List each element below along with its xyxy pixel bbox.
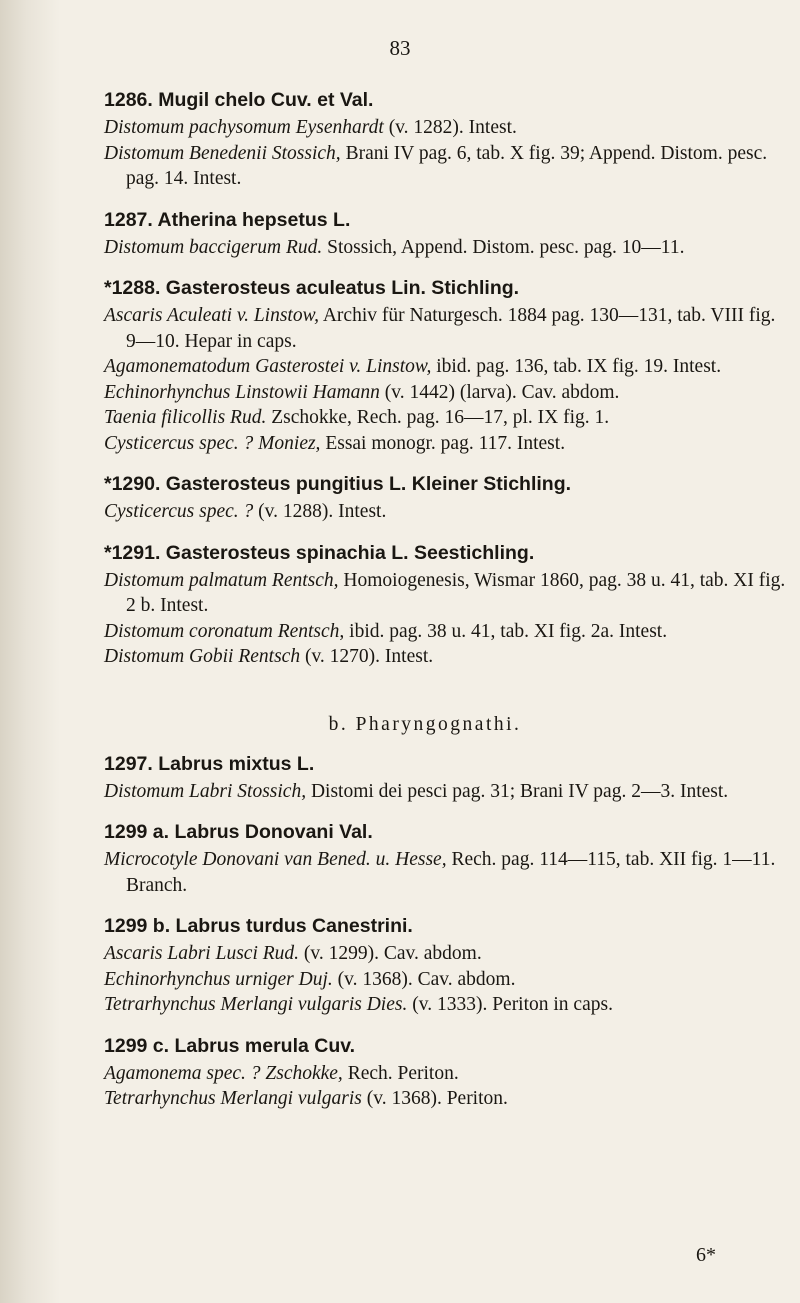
species-name: Ascaris Labri Lusci Rud. [104, 943, 300, 964]
binding-shadow [0, 0, 60, 1303]
parasite-reference [104, 619, 786, 645]
species-name: Distomum Labri Stossich, [104, 780, 307, 802]
section-b [104, 750, 786, 1112]
species-name: Ascaris Aculeati v. Linstow, [104, 305, 320, 326]
entry-heading: 1287. Atherina hepsetus L. [104, 208, 351, 231]
parasite-reference [104, 1061, 786, 1087]
citation-text: Essai monogr. pag. 117. Intest. [320, 432, 566, 454]
parasite-reference [104, 303, 786, 354]
citation-text: (v. 1442) (larva). Cav. abdom. [379, 381, 620, 403]
entry-heading: 1299 b. Labrus turdus Canestrini. [104, 915, 413, 937]
citation-text: Zschokke, Rech. pag. 16—17, pl. IX fig. 1. [266, 407, 610, 428]
parasite-reference [104, 354, 786, 380]
species-name: Agamonema spec. ? Zschokke, [104, 1062, 343, 1084]
species-name: Distomum Benedenii Stossich, [104, 142, 341, 164]
parasite-reference [104, 779, 786, 805]
parasite-reference [104, 992, 786, 1018]
species-name: Echinorhynchus Linstowii Hamann [104, 381, 380, 403]
species-name: Microcotyle Donovani van Bened. u. Hesse, [104, 849, 447, 870]
citation-text: (v. 1333). Periton in caps. [407, 994, 613, 1015]
parasite-reference [104, 405, 786, 431]
species-name: Distomum Gobii Rentsch [104, 646, 301, 667]
parasite-reference [104, 141, 786, 192]
species-name: Taenia filicollis Rud. [104, 407, 267, 428]
entry-heading: 1286. Mugil chelo Cuv. et Val. [104, 89, 374, 111]
citation-text: (v. 1299). Cav. abdom. [299, 943, 482, 964]
citation-text: Distomi dei pesci pag. 31; Brani IV pag. 2—3. Intest. [306, 780, 729, 802]
entry-heading: 1299 c. Labrus merula Cuv. [104, 1034, 356, 1057]
citation-text: Stossich, Append. Distom. pesc. pag. 10—11. [322, 236, 685, 258]
page-content [104, 86, 786, 1112]
entry-heading: *1291. Gasterosteus spinachia L. Seestichling. [104, 541, 535, 564]
species-name: Distomum palmatum Rentsch, [104, 569, 339, 591]
citation-text: ibid. pag. 38 u. 41, tab. XI fig. 2a. Intest. [344, 620, 668, 642]
species-name: Agamonematodum Gasterostei v. Linstow, [104, 356, 432, 377]
subsection-title: b. Pharyngognathi. [328, 713, 522, 735]
species-name: Cysticercus spec. ? Moniez, [104, 432, 321, 454]
citation-text: Brani IV pag. 6, tab. X fig. 39; Append. Distom. pesc. pag. 14. Intest. [126, 142, 768, 189]
citation-text: Rech. pag. 114—115, tab. XII fig. 1—11. Branch. [126, 849, 776, 896]
signature-mark: 6* [696, 1244, 716, 1266]
section-a [104, 86, 786, 670]
entry-heading: *1288. Gasterosteus aculeatus Lin. Stichling. [104, 277, 520, 299]
species-name: Distomum coronatum Rentsch, [104, 620, 345, 642]
citation-text: (v. 1368). Cav. abdom. [332, 968, 516, 990]
parasite-reference [104, 644, 786, 670]
parasite-reference [104, 115, 786, 141]
parasite-reference [104, 235, 786, 261]
citation-text: Homoiogenesis, Wismar 1860, pag. 38 u. 41, tab. XI fig. 2 b. Intest. [126, 569, 786, 616]
citation-text: Archiv für Naturgesch. 1884 pag. 130—131, tab. VIII fig. 9—10. Hepar in caps. [126, 305, 776, 352]
parasite-reference [104, 941, 786, 967]
citation-text: Rech. Periton. [342, 1062, 459, 1084]
species-name: Tetrarhynchus Merlangi vulgaris Dies. [104, 994, 408, 1015]
species-name: Distomum pachysomum Eysenhardt [104, 117, 384, 138]
parasite-reference [104, 847, 786, 898]
parasite-reference [104, 1086, 786, 1112]
page-number: 83 [389, 36, 411, 60]
parasite-reference [104, 568, 786, 619]
species-name: Echinorhynchus urniger Duj. [104, 968, 333, 990]
citation-text: (v. 1288). Intest. [253, 501, 387, 522]
entry-heading: 1297. Labrus mixtus L. [104, 752, 315, 775]
citation-text: (v. 1368). Periton. [361, 1088, 508, 1109]
species-name: Distomum baccigerum Rud. [104, 236, 323, 258]
citation-text: (v. 1282). Intest. [383, 117, 517, 138]
parasite-reference [104, 380, 786, 406]
parasite-reference [104, 431, 786, 457]
citation-text: (v. 1270). Intest. [300, 646, 434, 667]
species-name: Tetrarhynchus Merlangi vulgaris [104, 1088, 362, 1109]
entry-heading: *1290. Gasterosteus pungitius L. Kleiner Stichling. [104, 473, 572, 495]
parasite-reference [104, 499, 786, 525]
species-name: Cysticercus spec. ? [104, 501, 254, 522]
citation-text: ibid. pag. 136, tab. IX fig. 19. Intest. [431, 356, 722, 377]
entry-heading: 1299 a. Labrus Donovani Val. [104, 821, 373, 843]
parasite-reference [104, 967, 786, 993]
